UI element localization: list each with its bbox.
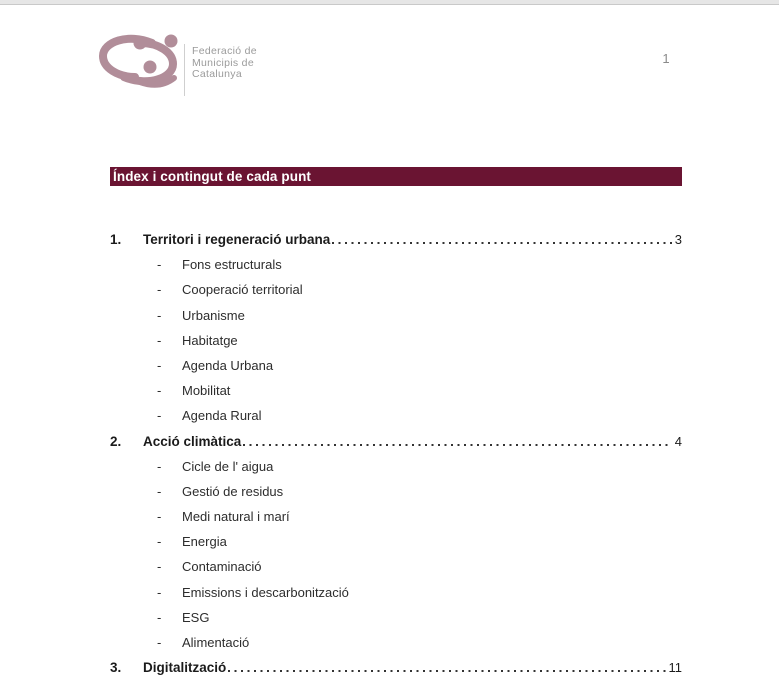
toc-subitem-bullet: - <box>157 357 162 373</box>
toc-subitem-bullet: - <box>157 635 162 650</box>
toc-entry-title: Digitalització <box>143 660 227 676</box>
toc-entry-page: 4 <box>674 433 682 449</box>
toc-subitem <box>110 302 682 327</box>
toc-subitem-label: Cicle de l' aigua <box>182 458 274 474</box>
window-top-bar <box>0 0 779 5</box>
toc-subitem-label: Habitatge <box>182 332 238 348</box>
fmc-swirl-logo-icon <box>94 31 178 89</box>
toc-subitem <box>110 629 682 654</box>
section-title-bar <box>110 167 682 186</box>
toc-subitem-bullet: - <box>157 307 162 323</box>
toc-entry-number: 1. <box>110 232 122 247</box>
toc-subitem-bullet: - <box>157 609 162 625</box>
toc-subitem-label: Fons estructurals <box>182 257 282 273</box>
toc-subitem <box>110 402 682 427</box>
toc-subitem-label: Emissions i descarbonització <box>182 584 349 600</box>
toc-subitem <box>110 553 682 578</box>
toc-entry[interactable] <box>110 428 682 453</box>
toc-subitem-label: ESG <box>182 609 210 625</box>
toc-subitem <box>110 377 682 402</box>
toc-subitem-label: Energia <box>182 534 227 550</box>
toc-subitem-label: Contaminació <box>182 559 262 575</box>
toc-subitem-bullet: - <box>157 332 162 348</box>
toc-subitem-label: Alimentació <box>182 635 250 650</box>
organization-name-line: Catalunya <box>192 68 242 80</box>
toc-entry[interactable] <box>110 226 682 251</box>
toc-subitem-label: Mobilitat <box>182 383 231 399</box>
toc-subitem-bullet: - <box>157 559 162 575</box>
toc-subitem-label: Agenda Rural <box>182 408 262 424</box>
toc-subitem-bullet: - <box>157 483 162 499</box>
table-of-contents <box>110 226 682 679</box>
toc-subitem-bullet: - <box>157 383 162 399</box>
toc-entry-title: Acció climàtica <box>143 433 242 449</box>
toc-subitem-label: Agenda Urbana <box>182 357 274 373</box>
organization-name-line: Federació de <box>192 45 257 57</box>
toc-entry[interactable] <box>110 654 682 679</box>
toc-subitem <box>110 503 682 528</box>
toc-subitem <box>110 604 682 629</box>
toc-entry-number: 2. <box>110 433 122 449</box>
toc-subitem <box>110 327 682 352</box>
toc-dot-leader <box>228 670 665 672</box>
toc-subitem <box>110 453 682 478</box>
toc-subitem-label: Urbanisme <box>182 307 245 323</box>
toc-entry-page: 11 <box>668 660 682 676</box>
organization-name <box>192 46 257 81</box>
page-number: 1 <box>662 51 670 66</box>
toc-subitem-bullet: - <box>157 458 162 474</box>
toc-subitem-label: Gestió de residus <box>182 483 284 499</box>
toc-subitem <box>110 478 682 503</box>
toc-subitem <box>110 528 682 553</box>
toc-subitem <box>110 276 682 301</box>
organization-name-line: Municipis de <box>192 56 254 69</box>
logo-text-divider <box>184 44 185 96</box>
toc-dot-leader <box>332 242 671 244</box>
toc-dot-leader <box>243 444 671 446</box>
toc-subitem <box>110 579 682 604</box>
toc-subitem <box>110 251 682 276</box>
toc-entry-number: 3. <box>110 660 122 676</box>
toc-entry-page: 3 <box>674 232 682 247</box>
toc-subitem-bullet: - <box>157 534 162 550</box>
toc-subitem-bullet: - <box>157 509 162 525</box>
toc-subitem-bullet: - <box>157 282 162 298</box>
toc-subitem-label: Medi natural i marí <box>182 509 290 525</box>
toc-subitem-bullet: - <box>157 408 162 424</box>
toc-subitem-bullet: - <box>157 257 162 273</box>
toc-subitem <box>110 352 682 377</box>
section-title: Índex i contingut de cada punt <box>113 169 312 184</box>
toc-subitem-label: Cooperació territorial <box>182 282 303 298</box>
toc-subitem-bullet: - <box>157 584 162 600</box>
toc-entry-title: Territori i regeneració urbana <box>143 232 331 247</box>
